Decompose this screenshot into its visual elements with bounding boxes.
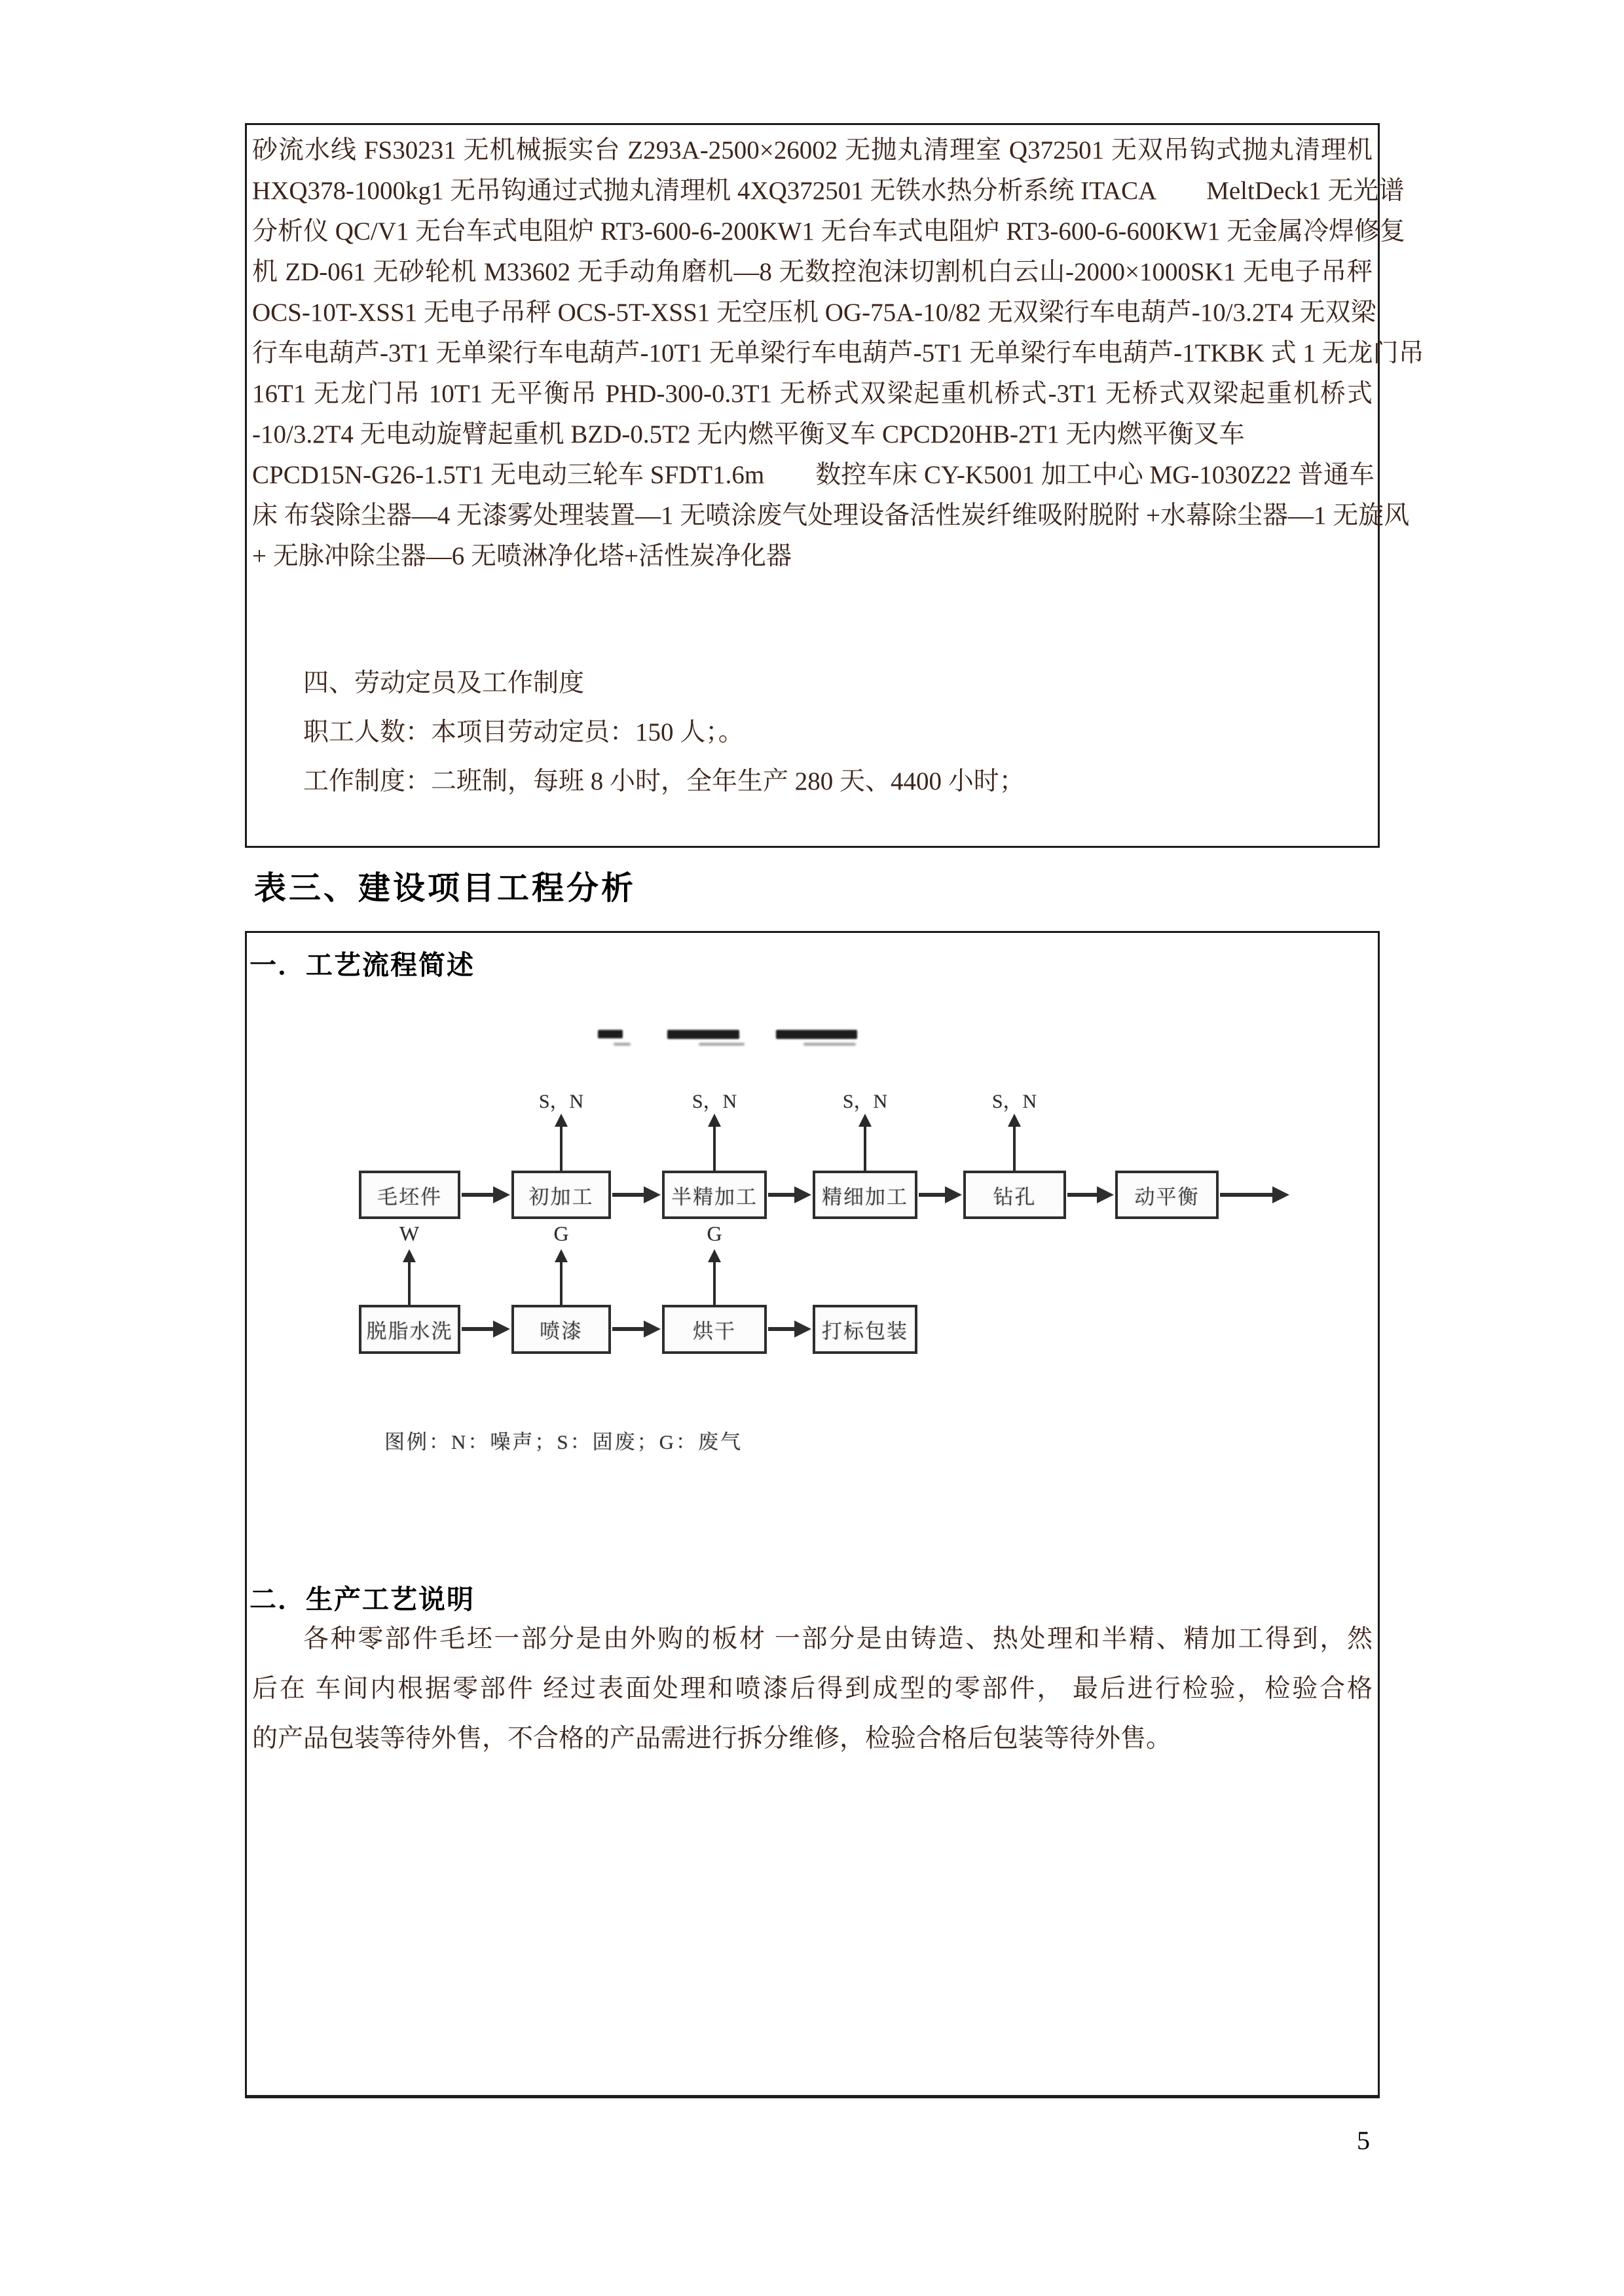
equipment-line: 砂流水线 FS30231 无机械振实台 Z293A-2500×26002 无抛丸清理室 Q372501 无双吊钩式抛丸清理机 <box>252 136 1373 164</box>
process-box: 毛坯件 <box>359 1171 460 1219</box>
process-box: 精细加工 <box>813 1171 917 1219</box>
smudge-mark <box>614 1043 631 1046</box>
arrow-right-icon <box>1220 1193 1274 1197</box>
page-number: 5 <box>1357 2126 1370 2155</box>
paragraph-line: 的产品包装等待外售，不合格的产品需进行拆分维修，检验合格后包装等待外售。 <box>252 1724 1172 1753</box>
process-box: 脱脂水洗 <box>359 1305 460 1354</box>
section4-staff-line: 职工人数：本项目劳动定员：150 人；。 <box>303 718 744 746</box>
smudge-mark <box>776 1030 857 1039</box>
arrow-right-icon <box>768 1327 796 1331</box>
arrow-up-icon <box>713 1261 716 1305</box>
smudge-mark <box>699 1043 745 1046</box>
emission-label: S，N <box>538 1091 584 1112</box>
process-box: 动平衡 <box>1115 1171 1219 1219</box>
equipment-line: OCS-10T-XSS1 无电子吊秤 OCS-5T-XSS1 无空压机 OG-75A-10/82 无双梁行车电葫芦-10/3.2T4 无双梁 <box>252 299 1376 327</box>
arrow-up-icon <box>864 1125 866 1171</box>
input-label: W <box>399 1222 420 1245</box>
paragraph-line: 各种零部件毛坯一部分是由外购的板材 一部分是由铸造、热处理和半精、精加工得到，然 <box>303 1625 1373 1653</box>
arrow-right-icon <box>462 1327 494 1331</box>
arrow-up-icon <box>560 1261 563 1305</box>
arrow-up-icon <box>1013 1125 1016 1171</box>
section4-schedule-line: 工作制度：二班制，每班 8 小时，全年生产 280 天、4400 小时； <box>303 767 1025 795</box>
equipment-line: -10/3.2T4 无电动旋臂起重机 BZD-0.5T2 无内燃平衡叉车 CPCD20HB-2T1 无内燃平衡叉车 <box>252 420 1245 448</box>
process-analysis-box <box>245 931 1380 2098</box>
emission-connector <box>985 1089 1044 1171</box>
section1-title: 一．工艺流程简述 <box>249 950 475 980</box>
emission-label: S，N <box>842 1091 888 1112</box>
input-connector <box>532 1219 591 1305</box>
process-box: 烘干 <box>662 1305 767 1354</box>
smudge-mark <box>803 1043 856 1046</box>
emission-connector <box>836 1089 895 1171</box>
section2-title: 二．生产工艺说明 <box>249 1584 475 1614</box>
emission-label: S，N <box>692 1091 737 1112</box>
arrow-right-icon <box>462 1193 494 1197</box>
arrow-right-icon <box>612 1193 645 1197</box>
arrow-up-icon <box>560 1125 563 1171</box>
smudge-mark <box>667 1030 739 1039</box>
process-box: 半精加工 <box>662 1171 767 1219</box>
emission-label: S，N <box>991 1091 1037 1112</box>
equipment-line: 16T1 无龙门吊 10T1 无平衡吊 PHD-300-0.3T1 无桥式双梁起重机桥式-3T1 无桥式双梁起重机桥式 <box>252 380 1373 408</box>
emission-connector <box>532 1089 591 1171</box>
process-box: 钻孔 <box>963 1171 1066 1219</box>
equipment-line: 机 ZD-061 无砂轮机 M33602 无手动角磨机—8 无数控泡沫切割机白云山-2000×1000SK1 无电子吊秤 <box>252 258 1373 286</box>
equipment-section-box <box>245 123 1424 848</box>
equipment-line: 床 布袋除尘器—4 无漆雾处理装置—1 无喷涂废气处理设备活性炭纤维吸附脱附 +水幕除尘器—1 无旋风 <box>252 501 1410 530</box>
process-box: 打标包装 <box>813 1305 917 1354</box>
equipment-line: HXQ378-1000kg1 无吊钩通过式抛丸清理机 4XQ372501 无铁水热分析系统 ITACA MeltDeck1 无光谱 <box>252 177 1405 205</box>
paragraph-line: 后在 车间内根据零部件 经过表面处理和喷漆后得到成型的零部件， 最后进行检验，检验合格 <box>252 1675 1373 1703</box>
table3-heading: 表三、建设项目工程分析 <box>254 871 637 906</box>
input-label: G <box>707 1222 722 1245</box>
arrow-right-icon <box>768 1193 796 1197</box>
process-box: 初加工 <box>511 1171 611 1219</box>
equipment-line: 行车电葫芦-3T1 无单梁行车电葫芦-10T1 无单梁行车电葫芦-5T1 无单梁行车电葫芦-1TKBK 式 1 无龙门吊 <box>252 339 1424 367</box>
arrow-up-icon <box>713 1125 716 1171</box>
input-connector <box>685 1219 744 1305</box>
process-box: 喷漆 <box>511 1305 611 1354</box>
arrow-right-icon <box>612 1327 645 1331</box>
input-label: G <box>553 1222 569 1245</box>
equipment-line: + 无脉冲除尘器—6 无喷淋净化塔+活性炭净化器 <box>252 542 792 570</box>
smudge-mark <box>598 1030 623 1038</box>
arrow-up-icon <box>408 1261 411 1305</box>
section4-title: 四、劳动定员及工作制度 <box>303 669 585 697</box>
equipment-line: 分析仪 QC/V1 无台车式电阻炉 RT3-600-6-200KW1 无台车式电阻炉 RT3-600-6-600KW1 无金属冷焊修复 <box>252 217 1406 246</box>
flowchart-legend: 图例：N：噪声；S：固废；G：废气 <box>384 1430 743 1453</box>
arrow-right-icon <box>919 1193 946 1197</box>
emission-connector <box>685 1089 744 1171</box>
arrow-right-icon <box>1067 1193 1098 1197</box>
input-connector <box>380 1219 439 1305</box>
equipment-line: CPCD15N-G26-1.5T1 无电动三轮车 SFDT1.6m 数控车床 CY-K5001 加工中心 MG-1030Z22 普通车 <box>252 461 1375 489</box>
